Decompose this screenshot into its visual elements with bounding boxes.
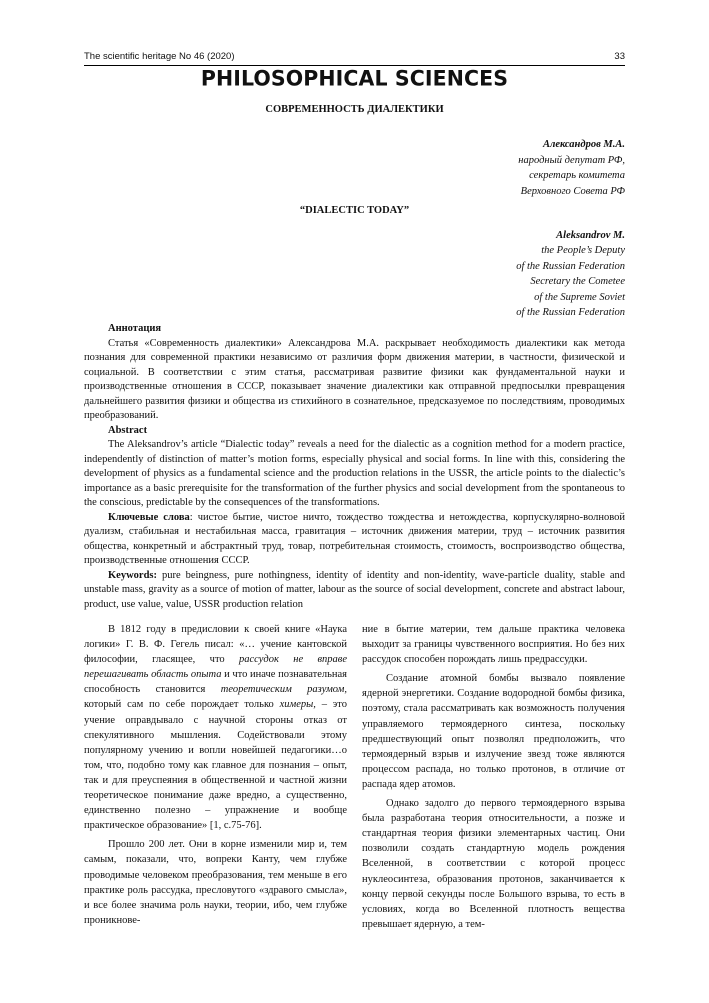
article-title-ru: СОВРЕМЕННОСТЬ ДИАЛЕКТИКИ xyxy=(265,104,444,115)
author-affiliation-line: of the Supreme Soviet xyxy=(534,291,625,303)
running-header xyxy=(84,51,625,66)
keywords-label-en: Keywords: xyxy=(108,569,157,581)
author-affiliation-line: of the Russian Federation xyxy=(516,307,625,319)
keywords-label-ru: Ключевые слова xyxy=(108,511,190,523)
author-name-en: Aleksandrov M. xyxy=(556,230,625,241)
body-column-left xyxy=(84,622,347,932)
abstract-text-ru: Статья «Современность диалектики» Александрова М.А. раскрывает необходимость диалектики как метода познания для современной практики независимо от различия форм движения материи, в частности, физической и социальной. В соответствии с этим статья, рассматривая развитие физики как фундаментальной науки и производственные отношения в СССР, показывает значение диалектики как отправной предпосылки превращения дальнейшего развития физики и общества из стихийного в сознательное, предсказуемое по последствиям, проводимых преобразований. xyxy=(84,337,625,421)
article-title-en: “DIALECTIC TODAY” xyxy=(299,205,410,216)
italic-phrase: химеры, xyxy=(279,699,316,711)
page-number: 33 xyxy=(614,51,625,62)
body-paragraph: Однако задолго до первого термоядерного взрыва была разработана теория относительности, а позже и стандартная теория физики элементарных частиц. Они позволили создать стандартную модель рождения Вселенной, в соответствии с которой процесс нуклеосинтеза, образования протонов, заканчивается к концу первой секунды после Большого взрыва, то есть в условиях, когда во Вселенной плотность вещества превышает ядерную, а тем- xyxy=(362,798,625,930)
abstract-text-en: The Aleksandrov’s article “Dialectic today” reveals a need for the dialectic as a cognition method for a modern practice, independently of distinction of matter’s motion forms, especially physical and social forms. In line with this, considering the development of physics as a fundamental science and the production relations in the USSR, the article points to the dialectic’s importance as a basic prerequisite for the transformation of the further physics and social development from the spontaneous to the conscious, predictable by the consequences of the transformations. xyxy=(84,439,625,508)
abstract-block xyxy=(84,322,625,612)
body-column-right xyxy=(362,622,625,936)
author-affiliation-line: народный депутат РФ, xyxy=(518,154,625,166)
section-title: PHILOSOPHICAL SCIENCES xyxy=(200,65,509,91)
keywords-text-en: pure beingness, pure nothingness, identity of identity and non-identity, wave-particle duality, stable and unstable mass, gravity as a source of motion of matter, labour as the source of social development, concrete and abstract labour, product, use value, value, USSR production relation xyxy=(84,569,625,610)
italic-phrase: рассудок не вправе перешагивать область опыта xyxy=(84,654,347,681)
body-paragraph: ние в бытие материи, тем дальше практика человека выходит за границы чувственного восприятия. Но без них рассудок способен порождать лишь предрассудки. xyxy=(362,624,625,666)
body-paragraph: В 1812 году в предисловии к своей книге «Наука логики» Г. В. Ф. Гегель писал: «… учение кантовской философии, гласящее, что рассудок не вправе перешагивать область опыта и что иначе познавательная способность становится теоретическим разумом, который сам по себе порождает только химеры, – это учение оправдывало с научной стороны отказ от спекулятивного мышления. Содействовали этому популярному учению и вопли новейшей педагогики…о том, что, подобно тому как главное для познания – опыт, так и для преуспеяния в общественной и частной жизни теоретическое понимание даже вредно, а существенно, единственно полезно – упражнение и вообще практическое образование» [1, с.75-76]. xyxy=(84,624,347,832)
author-affiliation-line: the People’s Deputy xyxy=(541,245,625,257)
author-block-en xyxy=(516,228,625,320)
abstract-heading-ru: Аннотация xyxy=(108,323,162,334)
body-paragraph: Прошло 200 лет. Они в корне изменили мир и, тем самым, показали, что, вопреки Канту, чем глубже проводимые человеком преобразования, тем меньше в его практике роль рассудка, пресловутого «здравого смысла», и все более значима роль науки, теории, ибо, чем глубже проникнове- xyxy=(84,839,347,926)
author-name-ru: Александров М.А. xyxy=(542,139,625,150)
body-paragraph: Создание атомной бомбы вызвало появление ядерной энергетики. Создание водородной бомбы физика, поэтому, стала рассматривать как возможность получения управляемого термоядерного синтеза, поскольку предшествующий опыт позволял предположить, что термоядерный взрыв и излучение звезд тоже являются процессом распада, но только протонов, в отличие от распада ядер атомов. xyxy=(362,673,625,790)
author-affiliation-line: of the Russian Federation xyxy=(516,260,625,272)
author-affiliation-line: секретарь комитета xyxy=(529,170,625,181)
author-block-ru xyxy=(518,137,625,199)
italic-phrase: теоретическим разумом, xyxy=(220,684,347,696)
keywords-text-ru: : чистое бытие, чистое ничто, тождество тождества и нетождества, корпускулярно-волновой дуализм, стабильная и нестабильная масса, гравитация – источник движения материи, труд – источник развития общества, конкретный и абстрактный труд, товар, потребительная стоимость, стоимость, воспроизводство общества, производственные отношения СССР. xyxy=(84,511,626,566)
author-affiliation-line: Secretary the Cometee xyxy=(530,276,625,288)
author-affiliation-line: Верховного Совета РФ xyxy=(520,185,625,197)
keywords-ru xyxy=(84,511,625,569)
abstract-heading-en: Abstract xyxy=(108,424,148,436)
keywords-en xyxy=(84,569,625,613)
journal-title: The scientific heritage No 46 (2020) xyxy=(84,51,235,62)
